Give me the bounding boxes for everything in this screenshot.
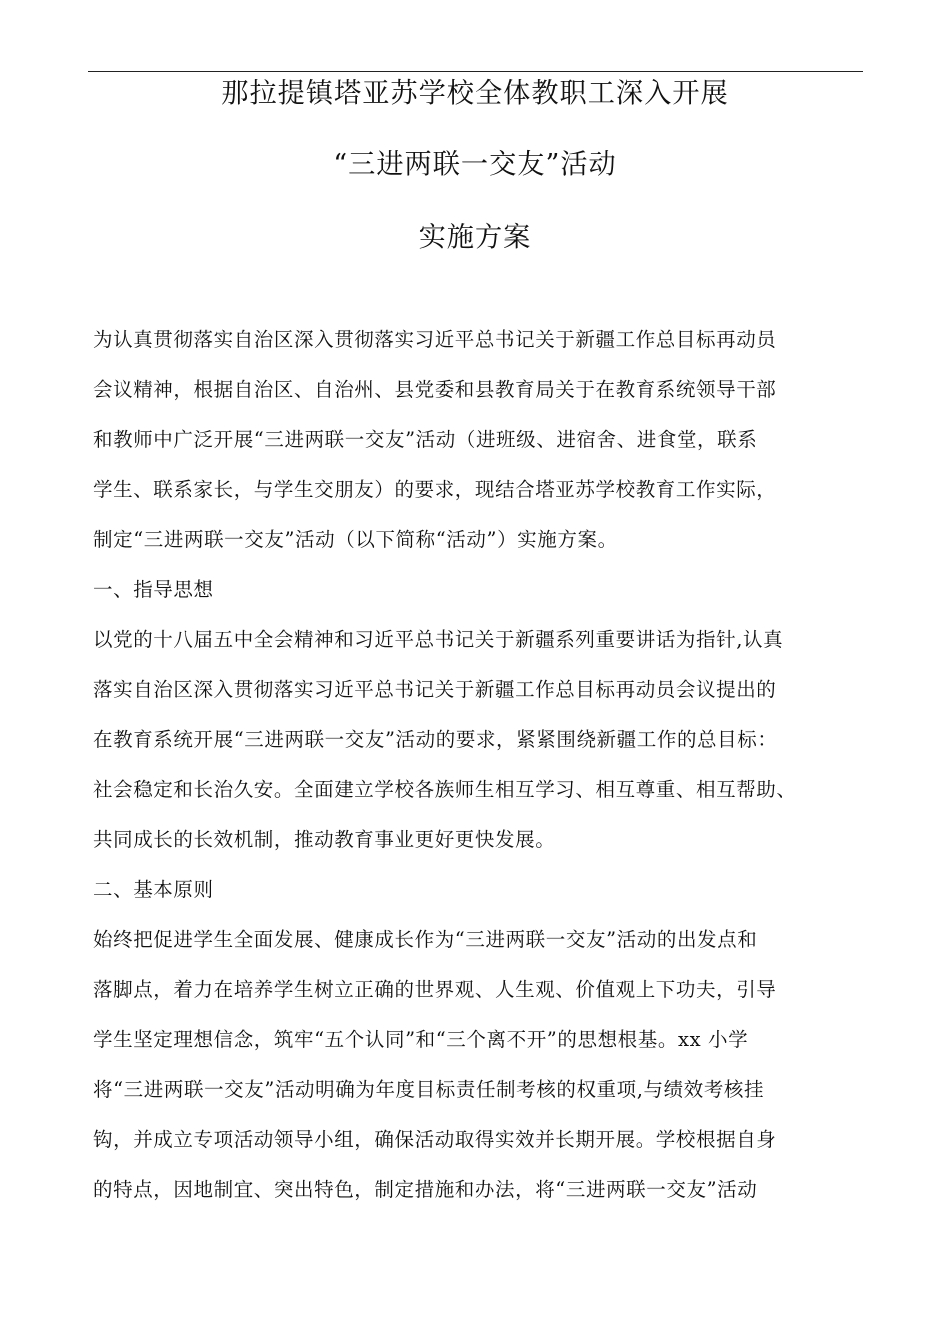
header-rule xyxy=(88,71,863,72)
body-line-17: 钩，并成立专项活动领导小组，确保活动取得实效并长期开展。学校根据自身 xyxy=(93,1128,777,1151)
document-title-line-2: “三进两联一交友”活动 xyxy=(333,149,617,180)
body-line-14: 落脚点，着力在培养学生树立正确的世界观、人生观、价值观上下功夫，引导 xyxy=(93,978,777,1001)
section-heading-1: 一、指导思想 xyxy=(93,578,214,601)
body-line-2: 会议精神，根据自治区、自治州、县党委和县教育局关于在教育系统领导干部 xyxy=(93,378,777,401)
body-line-16: 将“三进两联一交友”活动明确为年度目标责任制考核的权重项,与绩效考核挂 xyxy=(93,1078,765,1101)
body-line-4: 学生、联系家长，与学生交朋友）的要求，现结合塔亚苏学校教育工作实际， xyxy=(93,478,777,501)
document-title-line-1: 那拉提镇塔亚苏学校全体教职工深入开展 xyxy=(221,78,729,109)
body-line-10: 社会稳定和长治久安。全面建立学校各族师生相互学习、相互尊重、相互帮助、 xyxy=(93,778,797,801)
body-line-8: 落实自治区深入贯彻落实习近平总书记关于新疆工作总目标再动员会议提出的 xyxy=(93,678,777,701)
body-line-15: 学生坚定理想信念，筑牢“五个认同”和“三个离不开”的思想根基。xx 小学 xyxy=(93,1028,749,1051)
body-line-5: 制定“三进两联一交友”活动（以下简称“活动”）实施方案。 xyxy=(93,528,618,551)
document-title-line-3: 实施方案 xyxy=(418,222,532,253)
body-line-7: 以党的十八届五中全会精神和习近平总书记关于新疆系列重要讲话为指针,认真 xyxy=(93,628,784,651)
body-line-9: 在教育系统开展“三进两联一交友”活动的要求，紧紧围绕新疆工作的总目标： xyxy=(93,728,778,751)
body-line-3: 和教师中广泛开展“三进两联一交友”活动（进班级、进宿舍、进食堂，联系 xyxy=(93,428,758,451)
body-line-13: 始终把促进学生全面发展、健康成长作为“三进两联一交友”活动的出发点和 xyxy=(93,928,758,951)
section-heading-2: 二、基本原则 xyxy=(93,878,214,901)
body-line-1: 为认真贯彻落实自治区深入贯彻落实习近平总书记关于新疆工作总目标再动员 xyxy=(93,328,777,351)
body-line-11: 共同成长的长效机制，推动教育事业更好更快发展。 xyxy=(93,828,556,851)
body-line-18: 的特点，因地制宜、突出特色，制定措施和办法，将“三进两联一交友”活动 xyxy=(93,1178,758,1201)
